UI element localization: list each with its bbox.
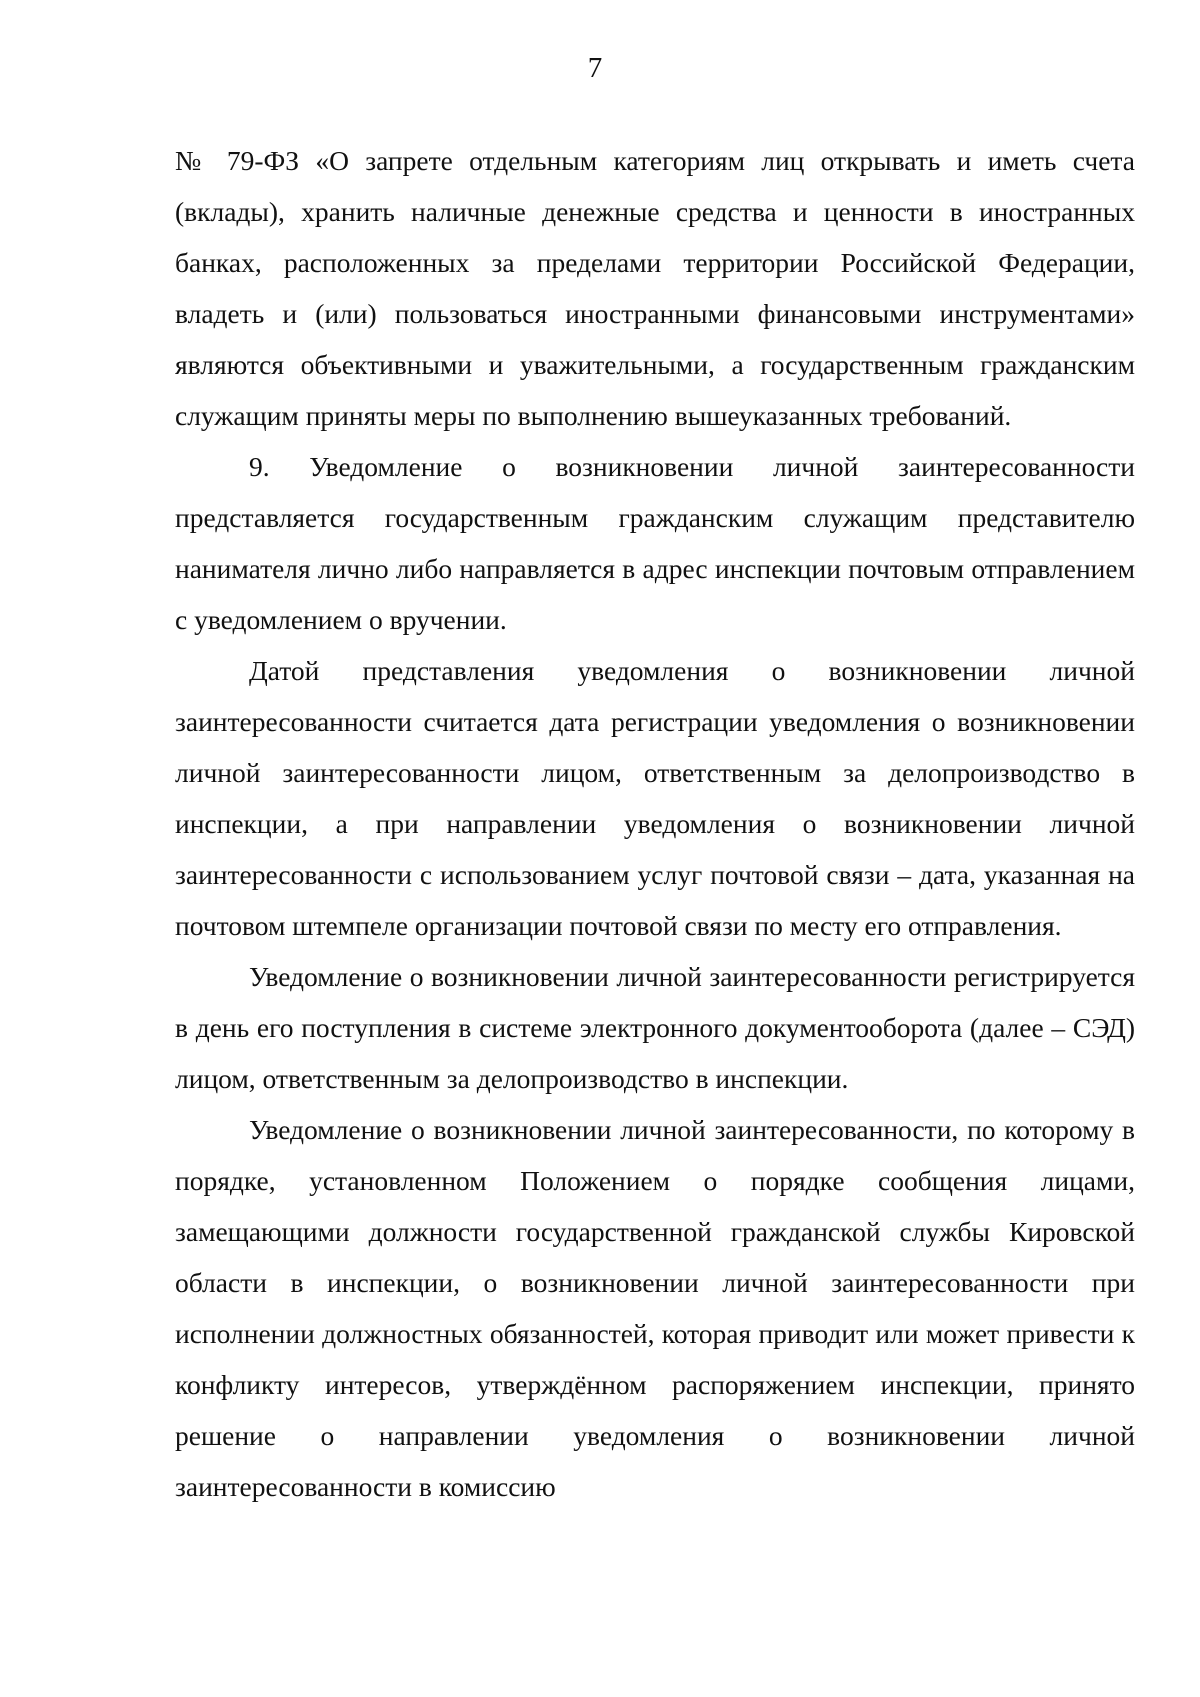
paragraph-item-9: 9. Уведомление о возникновении личной заинтересованности представляется государственным гражданским служащим представителю нанимателя лично либо направляется в адрес инспекции почтовым отправлением с уведомлением о вручении. (175, 451, 1135, 635)
paragraph-submission-date: Датой представления уведомления о возникновении личной заинтересованности считается дата регистрации уведомления о возникновении личной заинтересованности лицом, ответственным за делопроизводство в инспекции, а при направлении уведомления о возникновении личной заинтересованности с использованием услуг почтовой связи – дата, указанная на почтовом штемпеле организации почтовой связи по месту его отправления. (175, 655, 1135, 941)
document-body (175, 135, 1135, 1512)
page-number: 7 (587, 52, 603, 84)
paragraph-commission-referral: Уведомление о возникновении личной заинтересованности, по которому в порядке, установленном Положением о порядке сообщения лицами, замещающими должности государственной гражданской службы Кировской области в инспекции, о возникновении личной заинтересованности при исполнении должностных обязанностей, которая приводит или может привести к конфликту интересов, утверждённом распоряжением инспекции, принято решение о направлении уведомления о возникновении личной заинтересованности в комиссию (175, 1114, 1135, 1502)
paragraph-continuation: № 79-ФЗ «О запрете отдельным категориям лиц открывать и иметь счета (вклады), хранить наличные денежные средства и ценности в иностранных банках, расположенных за пределами территории Российской Федерации, владеть и (или) пользоваться иностранными финансовыми инструментами» являются объективными и уважительными, а государственным гражданским служащим приняты меры по выполнению вышеуказанных требований. (175, 145, 1135, 431)
paragraph-registration: Уведомление о возникновении личной заинтересованности регистрируется в день его поступления в системе электронного документооборота (далее – СЭД) лицом, ответственным за делопроизводство в инспекции. (175, 961, 1135, 1094)
